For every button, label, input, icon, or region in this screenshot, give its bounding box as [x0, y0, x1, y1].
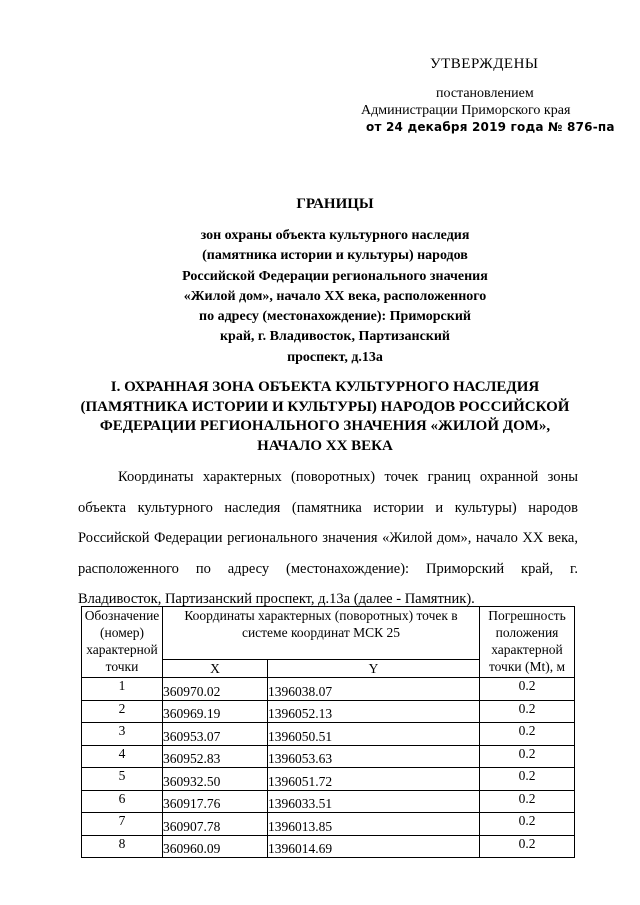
section-heading-line: (ПАМЯТНИКА ИСТОРИИ И КУЛЬТУРЫ) НАРОДОВ РОССИЙСКОЙ	[80, 398, 570, 415]
subtitle-line: «Жилой дом», начало XX века, расположенного	[183, 288, 487, 304]
table-row	[82, 700, 575, 723]
subtitle-line: край, г. Владивосток, Партизанский	[219, 329, 450, 345]
document-title: ГРАНИЦЫ	[296, 196, 374, 212]
cell-x: 360969.19	[163, 700, 268, 723]
cell-point-number: 5	[82, 768, 163, 791]
cell-x: 360952.83	[163, 745, 268, 768]
cell-y: 1396014.69	[268, 835, 480, 858]
cell-point-number: 3	[82, 723, 163, 746]
cell-error: 0.2	[480, 745, 575, 768]
subtitle-line: зон охраны объекта культурного наследия	[200, 228, 470, 243]
table-row	[82, 790, 575, 813]
cell-y: 1396052.13	[268, 700, 480, 723]
cell-error: 0.2	[480, 790, 575, 813]
cell-error: 0.2	[480, 768, 575, 791]
section-paragraph	[78, 462, 578, 615]
subtitle-line: проспект, д.13а	[287, 349, 383, 365]
table-row	[82, 678, 575, 701]
cell-point-number: 1	[82, 678, 163, 701]
approval-title: УТВЕРЖДЕНЫ	[430, 56, 539, 72]
cell-error: 0.2	[480, 700, 575, 723]
subtitle-line: (памятника истории и культуры) народов	[202, 248, 468, 264]
cell-point-number: 7	[82, 813, 163, 836]
header-x: X	[163, 660, 268, 678]
header-error: Погрешность положения характерной точки (Mt), м	[480, 607, 575, 678]
cell-point-number: 4	[82, 745, 163, 768]
header-point-name: Обозначение (номер) характерной точки	[82, 607, 163, 678]
section-heading	[70, 378, 580, 456]
cell-y: 1396051.72	[268, 768, 480, 791]
cell-x: 360953.07	[163, 723, 268, 746]
cell-point-number: 6	[82, 790, 163, 813]
coordinates-table	[81, 606, 575, 858]
subtitle-line: Российской Федерации регионального значения	[182, 268, 488, 284]
table-row	[82, 723, 575, 746]
cell-y: 1396033.51	[268, 790, 480, 813]
cell-y: 1396050.51	[268, 723, 480, 746]
approval-line-2: Администрации Приморского края	[361, 103, 571, 118]
approval-line-1: постановлением	[436, 86, 534, 101]
document-subtitle	[140, 226, 530, 368]
section-heading-line: ФЕДЕРАЦИИ РЕГИОНАЛЬНОГО ЗНАЧЕНИЯ «ЖИЛОЙ ДОМ»,	[99, 418, 551, 434]
cell-x: 360960.09	[163, 835, 268, 858]
cell-y: 1396053.63	[268, 745, 480, 768]
cell-y: 1396013.85	[268, 813, 480, 836]
cell-x: 360970.02	[163, 678, 268, 701]
cell-error: 0.2	[480, 813, 575, 836]
cell-y: 1396038.07	[268, 678, 480, 701]
section-heading-line: НАЧАЛО XX ВЕКА	[257, 437, 393, 454]
cell-error: 0.2	[480, 723, 575, 746]
subtitle-line: по адресу (местонахождение): Приморский	[199, 309, 471, 325]
header-y: Y	[268, 660, 480, 678]
table-row	[82, 745, 575, 768]
cell-point-number: 8	[82, 835, 163, 858]
cell-x: 360917.76	[163, 790, 268, 813]
table-row	[82, 835, 575, 858]
header-coordinates: Координаты характерных (поворотных) точек в системе координат МСК 25	[163, 607, 480, 660]
approval-date-line: от 24 декабря 2019 года № 876-па	[366, 120, 615, 134]
paragraph-text: Координаты характерных (поворотных) точек границ охранной зоны объекта культурного наследия (памятника истории и культуры) народов Российской Федерации регионального значения «Жилой дом», начало XX века, расположенного по адресу (местонахождение): Приморский край, г. Владивосток, Партизанский проспект, д.13а (далее - Памятник).	[78, 469, 578, 607]
cell-point-number: 2	[82, 700, 163, 723]
cell-x: 360932.50	[163, 768, 268, 791]
cell-error: 0.2	[480, 835, 575, 858]
table-row	[82, 813, 575, 836]
section-heading-line: I. ОХРАННАЯ ЗОНА ОБЪЕКТА КУЛЬТУРНОГО НАСЛЕДИЯ	[110, 379, 540, 395]
cell-error: 0.2	[480, 678, 575, 701]
cell-x: 360907.78	[163, 813, 268, 836]
table-row	[82, 768, 575, 791]
